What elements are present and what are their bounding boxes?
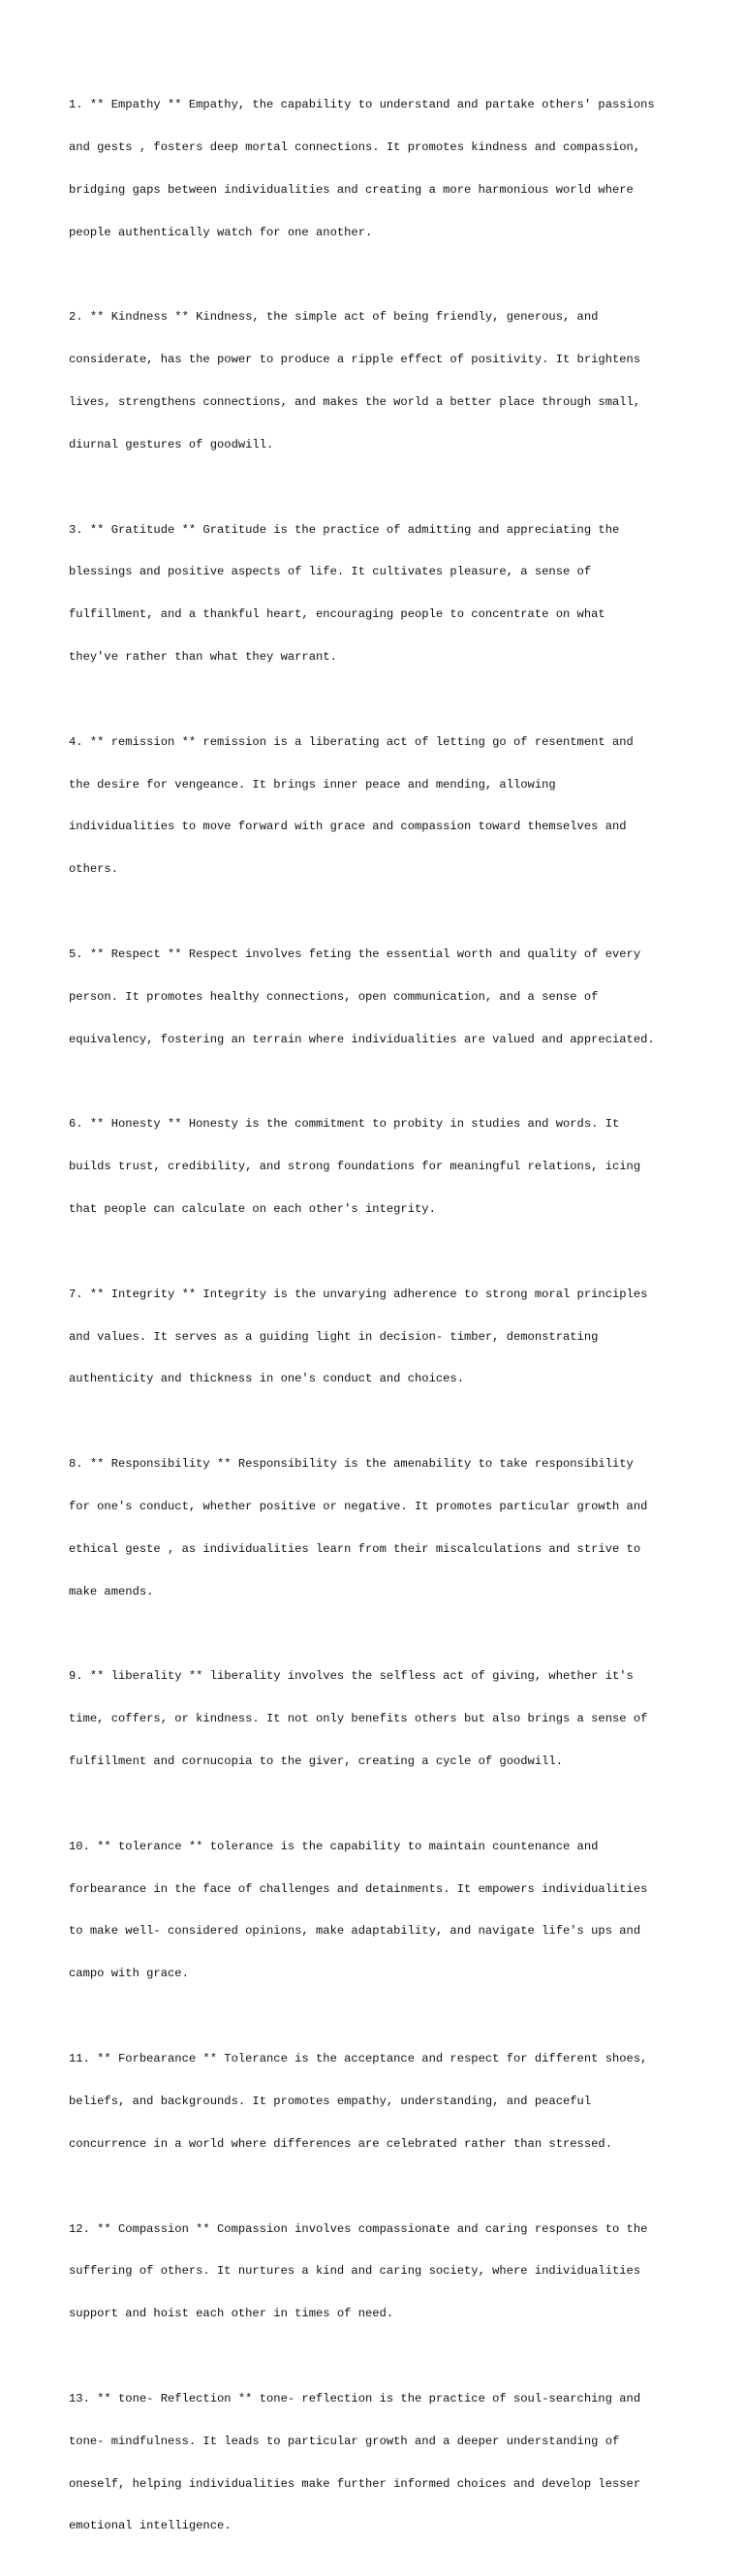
text-line: 6. ** Honesty ** Honesty is the commitment to probity in studies and words. It <box>69 1117 620 1132</box>
text-line: 11. ** Forbearance ** Tolerance is the acceptance and respect for different shoes, <box>69 2052 648 2066</box>
text-line: beliefs, and backgrounds. It promotes empathy, understanding, and peaceful <box>69 2094 592 2108</box>
text-line: emotional intelligence. <box>69 2519 232 2533</box>
text-line: others. <box>69 862 118 877</box>
text-line: forbearance in the face of challenges and detainments. It empowers individualities <box>69 1881 648 1896</box>
paragraph-kindness <box>69 282 689 480</box>
text-line: 9. ** liberality ** liberality involves the selfless act of giving, whether it's <box>69 1669 634 1684</box>
paragraph-respect <box>69 919 689 1075</box>
text-line: bridging gaps between individualities and creating a more harmonious world where <box>69 182 634 197</box>
text-line: and values. It serves as a guiding light in decision- timber, demonstrating <box>69 1329 599 1344</box>
text-line: 4. ** remission ** remission is a liberating act of letting go of resentment and <box>69 734 634 749</box>
text-line: tone- mindfulness. It leads to particular growth and a deeper understanding of <box>69 2434 620 2448</box>
text-line: considerate, has the power to produce a ripple effect of positivity. It brightens <box>69 353 641 367</box>
text-line: 2. ** Kindness ** Kindness, the simple act of being friendly, generous, and <box>69 310 599 325</box>
text-line: 12. ** Compassion ** Compassion involves compassionate and caring responses to the <box>69 2221 648 2236</box>
text-line: individualities to move forward with grace and compassion toward themselves and <box>69 820 627 834</box>
paragraph-integrity <box>69 1259 689 1415</box>
paragraph-remission <box>69 707 689 905</box>
paragraph-liberality <box>69 1641 689 1797</box>
paragraph-responsibility <box>69 1429 689 1627</box>
text-line: the desire for vengeance. It brings inner peace and mending, allowing <box>69 777 556 791</box>
text-line: 1. ** Empathy ** Empathy, the capability to understand and partake others' passions <box>69 98 655 112</box>
text-line: person. It promotes healthy connections, open communication, and a sense of <box>69 989 599 1004</box>
text-line: they've rather than what they warrant. <box>69 649 337 664</box>
paragraph-empathy <box>69 70 689 267</box>
paragraph-gratitude <box>69 494 689 692</box>
text-line: fulfillment and cornucopia to the giver, creating a cycle of goodwill. <box>69 1754 563 1769</box>
text-line: lives, strengthens connections, and makes the world a better place through small, <box>69 394 641 409</box>
text-line: to make well- considered opinions, make adaptability, and navigate life's ups and <box>69 1924 641 1939</box>
paragraph-compassion <box>69 2193 689 2349</box>
text-line: authenticity and thickness in one's conduct and choices. <box>69 1372 464 1386</box>
document-body <box>69 70 689 2576</box>
text-line: equivalency, fostering an terrain where individualities are valued and appreciated. <box>69 1032 655 1046</box>
text-line: 5. ** Respect ** Respect involves feting the essential worth and quality of every <box>69 947 641 961</box>
text-line: support and hoist each other in times of need. <box>69 2307 394 2321</box>
text-line: diurnal gestures of goodwill. <box>69 437 274 451</box>
text-line: 10. ** tolerance ** tolerance is the capability to maintain countenance and <box>69 1839 599 1853</box>
text-line: 7. ** Integrity ** Integrity is the unvarying adherence to strong moral principles <box>69 1287 648 1301</box>
text-line: builds trust, credibility, and strong foundations for meaningful relations, icing <box>69 1160 641 1174</box>
text-line: concurrence in a world where differences are celebrated rather than stressed. <box>69 2136 612 2151</box>
text-line: blessings and positive aspects of life. It cultivates pleasure, a sense of <box>69 565 592 579</box>
text-line: ethical geste , as individualities learn from their miscalculations and strive to <box>69 1541 641 1556</box>
text-line: make amends. <box>69 1584 154 1598</box>
text-line: that people can calculate on each other's integrity. <box>69 1201 436 1216</box>
text-line: 8. ** Responsibility ** Responsibility is the amenability to take responsibility <box>69 1457 634 1472</box>
text-line: fulfillment, and a thankful heart, encouraging people to concentrate on what <box>69 607 605 622</box>
paragraph-tone-reflection <box>69 2364 689 2561</box>
text-line: suffering of others. It nurtures a kind and caring society, where individualities <box>69 2264 641 2279</box>
paragraph-forbearance <box>69 2024 689 2180</box>
text-line: oneself, helping individualities make further informed choices and develop lesser <box>69 2476 641 2491</box>
text-line: for one's conduct, whether positive or negative. It promotes particular growth and <box>69 1500 648 1514</box>
paragraph-tolerance <box>69 1812 689 2009</box>
text-line: 3. ** Gratitude ** Gratitude is the practice of admitting and appreciating the <box>69 522 620 537</box>
text-line: people authentically watch for one another. <box>69 225 373 239</box>
text-line: and gests , fosters deep mortal connections. It promotes kindness and compassion, <box>69 140 641 154</box>
text-line: 13. ** tone- Reflection ** tone- reflection is the practice of soul-searching and <box>69 2391 641 2405</box>
text-line: time, coffers, or kindness. It not only benefits others but also brings a sense of <box>69 1712 648 1726</box>
text-line: campo with grace. <box>69 1967 189 1981</box>
paragraph-honesty <box>69 1089 689 1245</box>
